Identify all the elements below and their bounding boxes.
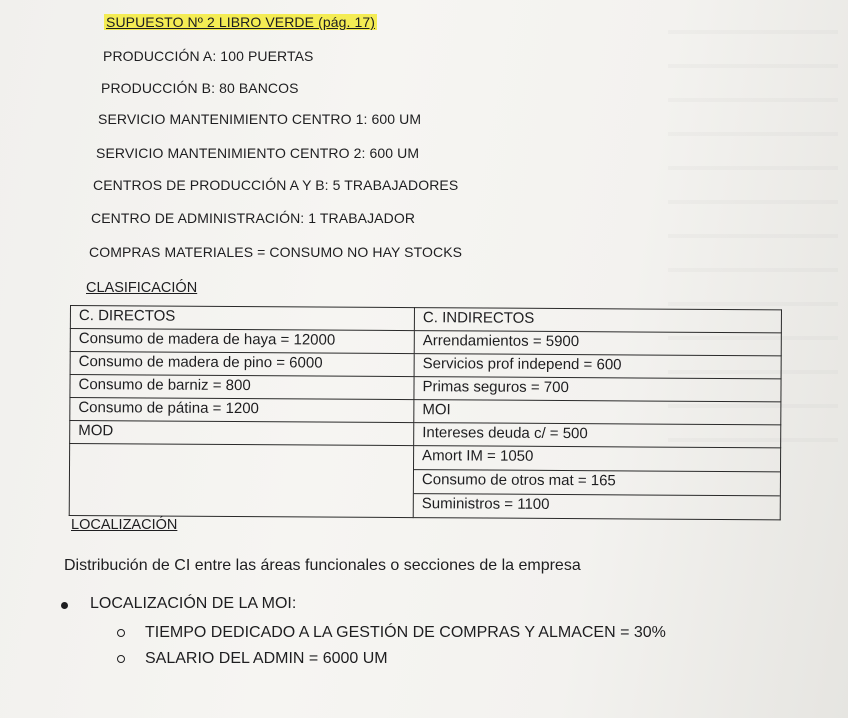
direct-cost-cell: Consumo de madera de pino = 6000	[70, 352, 414, 377]
table-row	[69, 444, 780, 520]
fact-line: PRODUCCIÓN B: 80 BANCOS	[101, 80, 299, 96]
circle-bullet-icon	[117, 629, 125, 637]
indirect-cost-cell: Intereses deuda c/ = 500	[414, 423, 781, 448]
bullet-item: LOCALIZACIÓN DE LA MOI:	[90, 595, 297, 612]
fact-line: CENTRO DE ADMINISTRACIÓN: 1 TRABAJADOR	[91, 210, 416, 226]
fact-line: SERVICIO MANTENIMIENTO CENTRO 2: 600 UM	[96, 145, 420, 161]
indirect-cost-cell: Consumo de otros mat = 165	[414, 470, 780, 496]
fact-line: PRODUCCIÓN A: 100 PUERTAS	[103, 48, 314, 64]
document-title: SUPUESTO Nº 2 LIBRO VERDE (pág. 17)	[106, 14, 376, 30]
indirect-cost-cell: Amort IM = 1050	[414, 446, 780, 472]
circle-bullet-icon	[117, 655, 125, 663]
bullet-icon	[61, 602, 68, 609]
indirect-cost-cell: Primas seguros = 700	[414, 377, 781, 402]
classification-table	[69, 305, 782, 520]
direct-cost-cell: Consumo de pátina = 1200	[70, 398, 414, 423]
localization-description: Distribución de CI entre las áreas funcionales o secciones de la empresa	[64, 557, 581, 574]
indirect-cost-stack	[413, 446, 780, 520]
indirect-cost-cell: Arrendamientos = 5900	[414, 331, 781, 356]
indirect-cost-cell: Servicios prof independ = 600	[414, 354, 781, 379]
sub-bullet-item: SALARIO DEL ADMIN = 6000 UM	[145, 650, 388, 667]
indirect-cost-cell: MOI	[414, 400, 781, 425]
indirect-cost-cell: Suministros = 1100	[421, 495, 550, 513]
direct-cost-cell: Consumo de barniz = 800	[70, 375, 414, 400]
header-indirect-costs: C. INDIRECTOS	[414, 308, 781, 333]
fact-line: CENTROS DE PRODUCCIÓN A Y B: 5 TRABAJADORES	[93, 177, 459, 193]
direct-cost-cell: MOD	[70, 421, 414, 446]
empty-direct-cell	[69, 444, 413, 518]
direct-cost-cell: Consumo de madera de haya = 12000	[70, 329, 414, 354]
fact-line: COMPRAS MATERIALES = CONSUMO NO HAY STOCKS	[89, 244, 463, 260]
header-direct-costs: C. DIRECTOS	[70, 306, 414, 331]
localization-heading: LOCALIZACIÓN	[71, 517, 178, 533]
fact-line: SERVICIO MANTENIMIENTO CENTRO 1: 600 UM	[98, 111, 422, 127]
classification-heading: CLASIFICACIÓN	[86, 280, 198, 296]
sub-bullet-item: TIEMPO DEDICADO A LA GESTIÓN DE COMPRAS Y ALMACEN = 30%	[145, 624, 666, 641]
